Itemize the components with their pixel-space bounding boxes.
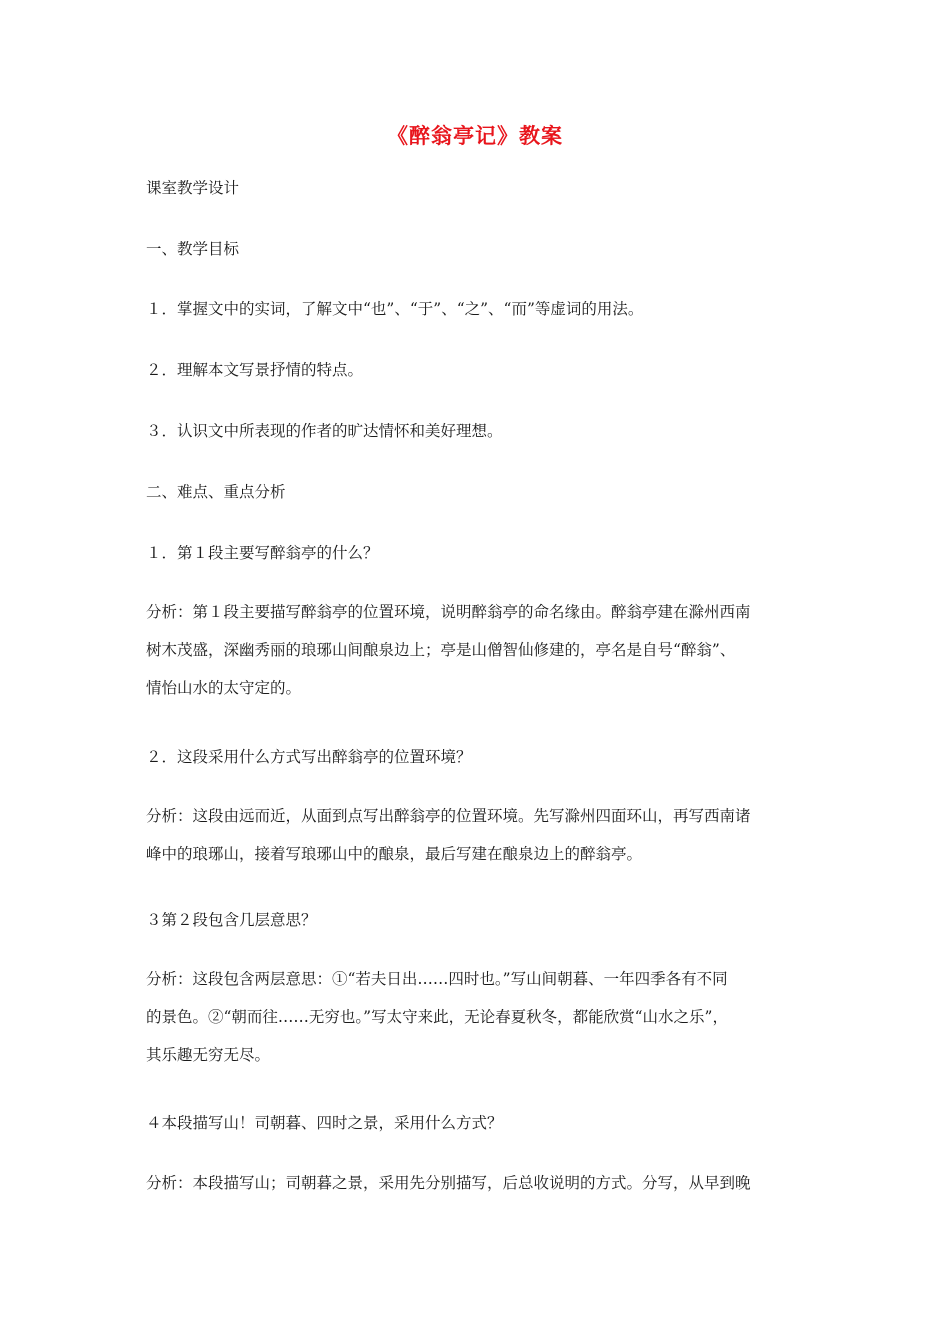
question-2: ２．这段采用什么方式写出醉翁亭的位置环境？ [146, 748, 472, 766]
answer-3-line: 其乐趣无穷无尽。 [146, 1046, 271, 1064]
answer-4 [146, 1164, 826, 1202]
question-4: ４本段描写山！司朝暮、四时之景，采用什么方式？ [146, 1114, 503, 1132]
answer-1-line: 情怡山水的太守定的。 [146, 679, 302, 697]
answer-3-line: 的景色。②“朝而往……无穷也。”写太守来此，无论春夏秋冬，都能欣赏“山水之乐”， [146, 1008, 728, 1026]
answer-2-line: 分析：这段由远而近，从面到点写出醉翁亭的位置环境。先写滁州四面环山，再写西南诸 [146, 807, 751, 825]
question-1: １．第１段主要写醉翁亭的什么？ [146, 544, 379, 562]
answer-1-line: 树木茂盛，深幽秀丽的琅琊山间酿泉边上；亭是山僧智仙修建的，亭名是自号“醉翁”、 [146, 641, 736, 659]
answer-1 [146, 593, 826, 707]
answer-3-line: 分析：这段包含两层意思：①“若夫日出……四时也。”写山间朝暮、一年四季各有不同 [146, 970, 728, 988]
objective-item-3: ３．认识文中所表现的作者的旷达情怀和美好理想。 [146, 422, 503, 440]
section-heading-analysis: 二、难点、重点分析 [146, 483, 286, 501]
document-title: 《醉翁亭记》教案 [387, 123, 563, 148]
answer-3 [146, 960, 826, 1074]
objective-item-1: １．掌握文中的实词，了解文中“也”、“于”、“之”、“而”等虚词的用法。 [146, 300, 644, 318]
answer-1-line: 分析：第１段主要描写醉翁亭的位置环境，说明醉翁亭的命名缘由。醉翁亭建在滁州西南 [146, 603, 751, 621]
section-heading-objectives: 一、教学目标 [146, 240, 240, 258]
question-3: ３第２段包含几层意思？ [146, 911, 317, 929]
objective-item-2: ２．理解本文写景抒情的特点。 [146, 361, 364, 379]
answer-4-line: 分析：本段描写山；司朝暮之景，采用先分别描写，后总收说明的方式。分写，从早到晚 [146, 1174, 751, 1192]
answer-2 [146, 797, 826, 873]
subtitle: 课室教学设计 [146, 179, 240, 197]
answer-2-line: 峰中的琅琊山，接着写琅琊山中的酿泉，最后写建在酿泉边上的醉翁亭。 [146, 845, 643, 863]
